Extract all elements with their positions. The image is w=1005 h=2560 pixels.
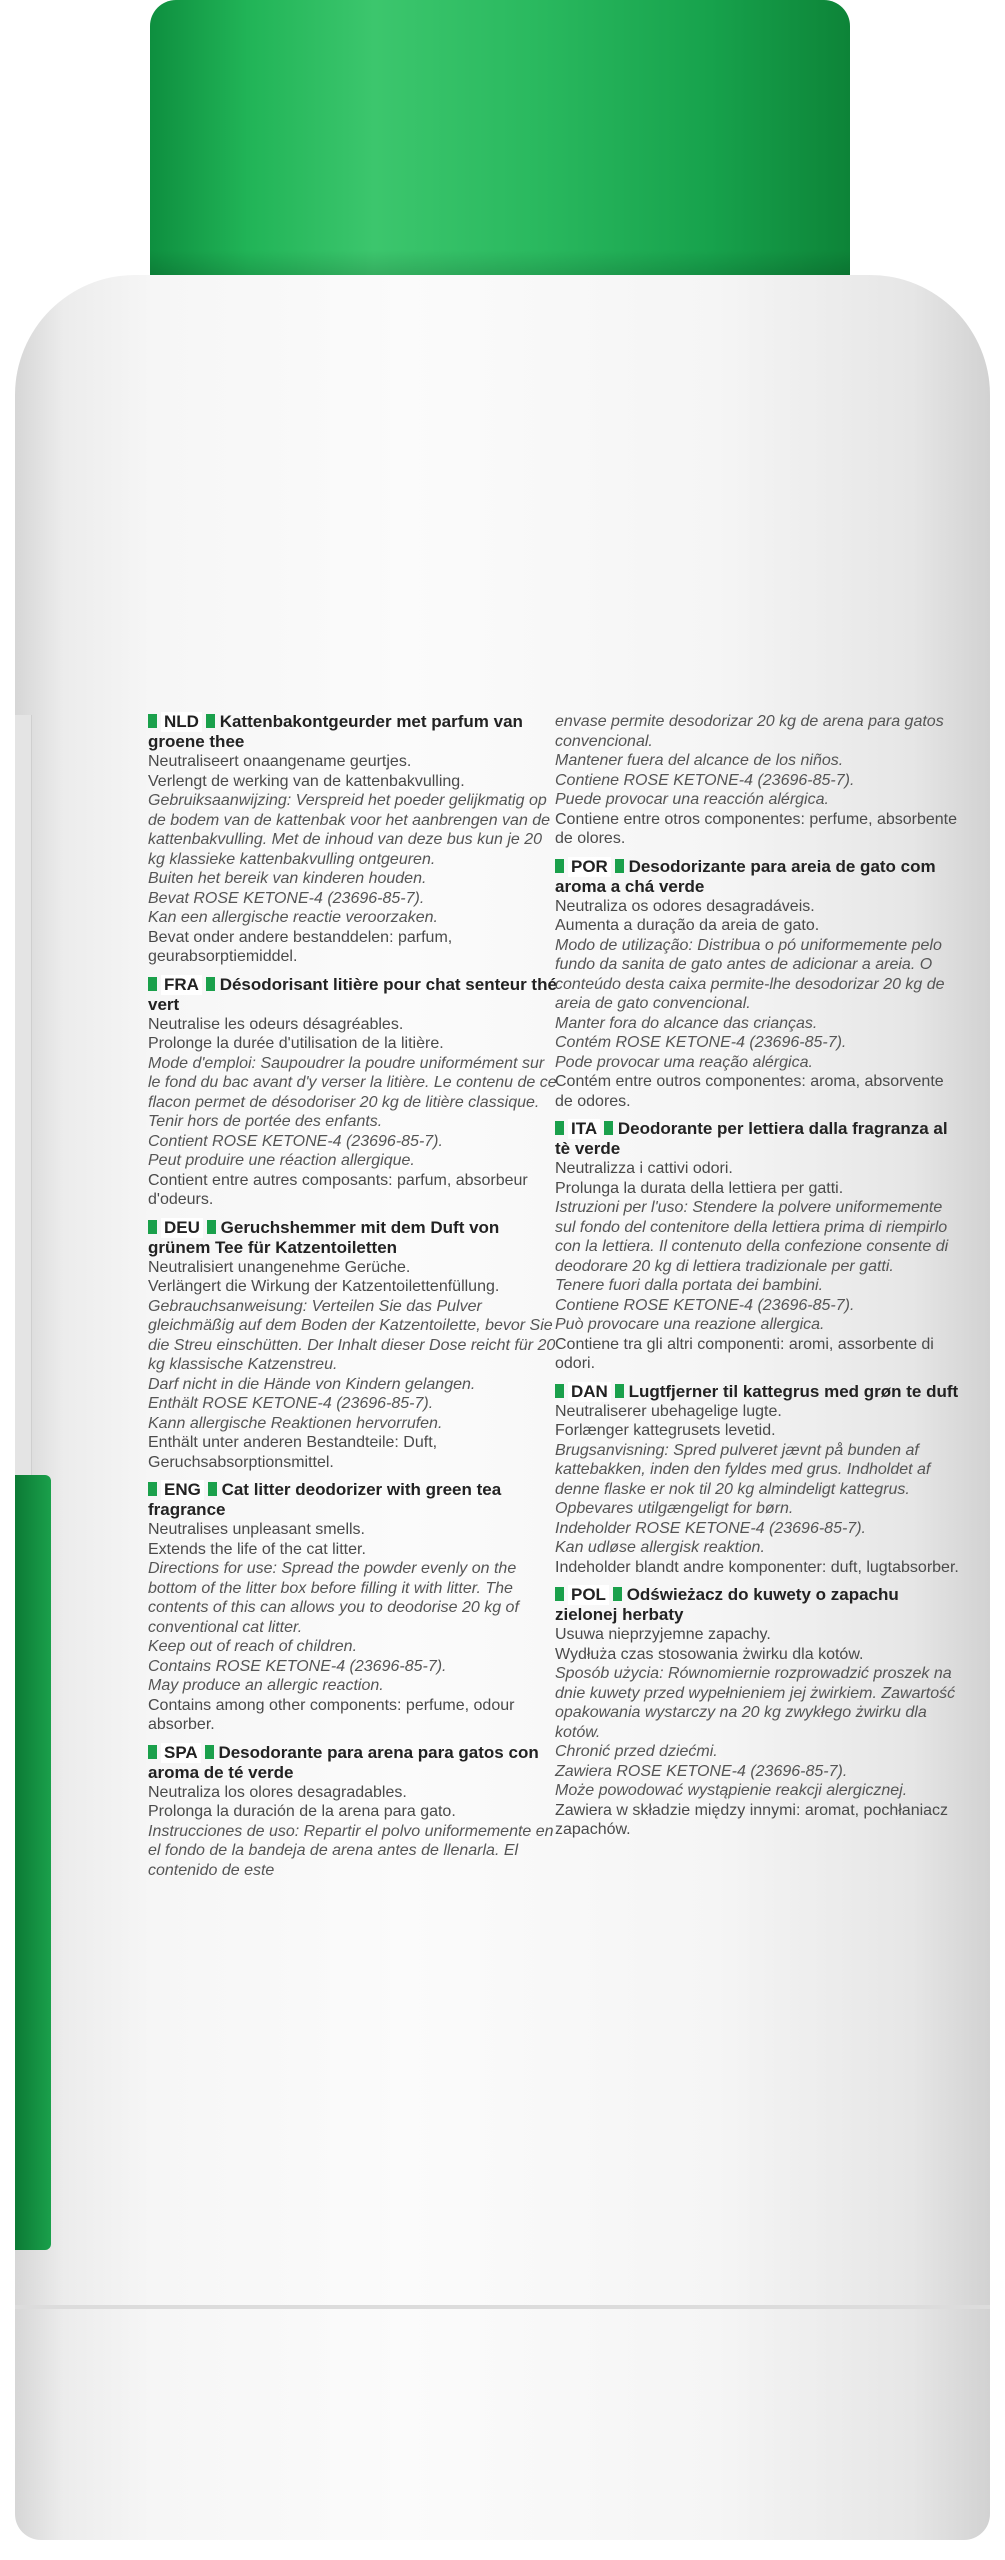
section-components: Contains among other components: perfume, odour absorber.	[148, 1696, 515, 1733]
section-usage: Instrucciones de uso: Repartir el polvo uniformemente en el fondo de la bandeja de arena antes de llenarla. El contenido de este	[148, 1822, 554, 1879]
language-code: SPA	[161, 1743, 201, 1763]
section-usage: Modo de utilização: Distribua o pó uniformemente pelo fundo da sanita de gato antes de adicionar a areia. O conteúdo desta caixa permite-lhe desodorizar 20 kg de areia de gato convencional.	[555, 936, 945, 1012]
section-nld	[148, 712, 558, 967]
section-title	[555, 857, 965, 897]
spacer	[555, 1111, 965, 1119]
section-warning: Tenere fuori dalla portata dei bambini. Contiene ROSE KETONE-4 (23696-85-7). Può provocare una reazione allergica.	[555, 1277, 855, 1333]
section-heading: Desodorante para arena para gatos con aroma de té verde	[148, 1742, 539, 1782]
section-usage: envase permite desodorizar 20 kg de arena para gatos convencional.	[555, 713, 944, 750]
language-code: ITA	[568, 1119, 600, 1139]
section-intro: Neutraliza os odores desagradáveis. Aumenta a duração da areia de gato.	[555, 897, 820, 934]
square-icon	[148, 1220, 157, 1234]
section-warning: Chronić przed dziećmi. Zawiera ROSE KETONE-4 (23696-85-7). Może powodować wystąpienie reakcji alergicznej.	[555, 1743, 908, 1799]
bottle-base-band	[15, 2305, 990, 2309]
spacer	[148, 1210, 558, 1218]
square-icon	[555, 859, 564, 873]
language-code: DEU	[161, 1218, 203, 1238]
section-usage: Sposób użycia: Równomiernie rozprowadzić proszek na dnie kuwety przed wypełnieniem jej żwirkiem. Zawartość opakowania wystarczy na 20 kg zwykłego żwirku dla kotów.	[555, 1665, 956, 1741]
section-warning: Mantener fuera del alcance de los niños. Contiene ROSE KETONE-4 (23696-85-7). Puede provocar una reacción alérgica.	[555, 752, 855, 808]
section-heading: Lugtfjerner til kattegrus med grøn te duft	[628, 1381, 959, 1401]
language-code: ENG	[161, 1480, 204, 1500]
section-deu	[148, 1218, 558, 1473]
language-code: DAN	[568, 1382, 611, 1402]
section-spa-cont	[555, 712, 965, 849]
section-components: Contient entre autres composants: parfum, absorbeur d'odeurs.	[148, 1171, 528, 1208]
section-spa	[148, 1743, 558, 1881]
square-icon	[207, 1220, 216, 1234]
section-heading: Kattenbakontgeurder met parfum van groene thee	[148, 712, 523, 751]
spacer	[555, 1374, 965, 1382]
spacer	[148, 967, 558, 975]
section-title	[148, 1743, 558, 1783]
section-usage: Directions for use: Spread the powder evenly on the bottom of the litter box before filling it with litter. The contents of this can allows you to deodorise 20 kg of conventional cat litter.	[148, 1560, 519, 1636]
section-warning: Darf nicht in die Hände von Kindern gelangen. Enthält ROSE KETONE-4 (23696-85-7). Kann allergische Reaktionen hervorrufen.	[148, 1375, 476, 1432]
language-code: FRA	[161, 975, 202, 995]
section-components: Contiene tra gli altri componenti: aromi, assorbente di odori.	[555, 1335, 934, 1372]
square-icon	[148, 714, 157, 728]
section-heading: Odświeżacz do kuwety o zapachu zielonej herbaty	[555, 1585, 899, 1624]
language-code: POR	[568, 857, 611, 877]
section-title	[148, 975, 558, 1015]
side-green-panel	[15, 1475, 51, 2250]
square-icon	[148, 977, 157, 991]
section-intro: Neutralisiert unangenehme Gerüche. Verlängert die Wirkung der Katzentoilettenfüllung.	[148, 1258, 500, 1295]
section-intro: Neutraliserer ubehagelige lugte. Forlænger kattegrusets levetid.	[555, 1402, 782, 1439]
section-title	[555, 1585, 965, 1625]
square-icon	[148, 1482, 157, 1496]
square-icon	[615, 1384, 624, 1398]
section-heading: Deodorante per lettiera dalla fragranza al tè verde	[555, 1119, 948, 1158]
section-intro: Neutraliseert onaangename geurtjes. Verlengt de werking van de kattenbakvulling.	[148, 753, 465, 790]
section-intro: Neutralise les odeurs désagréables. Prolonge la durée d'utilisation de la litière.	[148, 1015, 444, 1052]
spacer	[148, 1472, 558, 1480]
section-warning: Keep out of reach of children. Contains ROSE KETONE-4 (23696-85-7). May produce an allergic reaction.	[148, 1638, 447, 1694]
section-fra	[148, 975, 558, 1210]
label-column-right	[555, 712, 965, 1840]
square-icon	[206, 714, 215, 728]
section-heading: Desodorizante para areia de gato com aroma a chá verde	[555, 856, 936, 896]
section-heading: Cat litter deodorizer with green tea fragrance	[148, 1480, 502, 1519]
language-code: POL	[568, 1585, 609, 1605]
square-icon	[205, 1745, 214, 1759]
section-components: Zawiera w składzie między innymi: aromat, pochłaniacz zapachów.	[555, 1801, 949, 1838]
section-warning: Opbevares utilgængeligt for børn. Indeholder ROSE KETONE-4 (23696-85-7). Kan udløse allergisk reaktion.	[555, 1500, 866, 1556]
section-intro: Neutralises unpleasant smells. Extends the life of the cat litter.	[148, 1521, 366, 1558]
section-intro: Usuwa nieprzyjemne zapachy. Wydłuża czas stosowania żwirku dla kotów.	[555, 1626, 864, 1663]
section-components: Enthält unter anderen Bestandteile: Duft, Geruchsabsorptionsmittel.	[148, 1434, 438, 1471]
square-icon	[148, 1745, 157, 1759]
section-usage: Mode d'emploi: Saupoudrer la poudre uniformément sur le fond du bac avant d'y verser la litière. Le contenu de ce flacon permet de désodoriser 20 kg de litière classique.	[148, 1054, 557, 1111]
spacer	[148, 1735, 558, 1743]
section-usage: Gebrauchsanweisung: Verteilen Sie das Pulver gleichmäßig auf dem Boden der Katzentoilette, bevor Sie die Streu einschütten. Der Inhalt dieser Dose reicht für 20 kg klassische Katzenstreu.	[148, 1297, 556, 1373]
section-title	[148, 1218, 558, 1258]
section-components: Contiene entre otros componentes: perfume, absorbente de olores.	[555, 810, 958, 847]
section-usage: Brugsanvisning: Spred pulveret jævnt på bunden af kattebakken, inden den fyldes med grus. Indholdet af denne flaske er nok til 20 kg almindeligt kattegrus.	[555, 1441, 931, 1498]
section-dan	[555, 1382, 965, 1578]
section-title	[148, 1480, 558, 1520]
label-column-left	[148, 712, 558, 1880]
square-icon	[555, 1587, 564, 1601]
section-por	[555, 857, 965, 1112]
spacer	[555, 1577, 965, 1585]
section-warning: Tenir hors de portée des enfants. Contient ROSE KETONE-4 (23696-85-7). Peut produire une réaction allergique.	[148, 1113, 443, 1169]
square-icon	[206, 977, 215, 991]
section-components: Indeholder blandt andre komponenter: duft, lugtabsorber.	[555, 1558, 959, 1576]
square-icon	[555, 1121, 564, 1135]
section-heading: Désodorisant litière pour chat senteur thé vert	[148, 974, 557, 1014]
section-title	[555, 1119, 965, 1159]
language-code: NLD	[161, 712, 202, 732]
section-warning: Buiten het bereik van kinderen houden. Bevat ROSE KETONE-4 (23696-85-7). Kan een allergische reactie veroorzaken.	[148, 870, 438, 926]
section-usage: Gebruiksaanwijzing: Verspreid het poeder gelijkmatig op de bodem van de kattenbak voor het aanbrengen van de kattenbakvulling. Met de inhoud van deze bus kun je 20 kg klassieke kattenbakvulling ontgeuren.	[148, 792, 551, 868]
spacer	[555, 849, 965, 857]
section-components: Contém entre outros componentes: aroma, absorvente de odores.	[555, 1073, 944, 1110]
section-usage: Istruzioni per l'uso: Stendere la polvere uniformemente sul fondo del contenitore della lettiera prima di riempirlo con la lettiera. Il contenuto della confezione consente di deodorare 20 kg di lettiera tradizionale per gatti.	[555, 1199, 949, 1275]
section-components: Bevat onder andere bestanddelen: parfum, geurabsorptiemiddel.	[148, 928, 453, 965]
section-intro: Neutralizza i cattivi odori. Prolunga la durata della lettiera per gatti.	[555, 1160, 844, 1197]
section-title	[148, 712, 558, 752]
section-eng	[148, 1480, 558, 1735]
section-ita	[555, 1119, 965, 1374]
section-intro: Neutraliza los olores desagradables. Prolonga la duración de la arena para gato.	[148, 1783, 456, 1820]
square-icon	[615, 859, 624, 873]
square-icon	[555, 1384, 564, 1398]
square-icon	[208, 1482, 217, 1496]
square-icon	[613, 1587, 622, 1601]
section-heading: Geruchshemmer mit dem Duft von grünem Tee für Katzentoiletten	[148, 1217, 500, 1257]
section-title	[555, 1382, 965, 1402]
square-icon	[604, 1121, 613, 1135]
section-pol	[555, 1585, 965, 1840]
section-warning: Manter fora do alcance das crianças. Contém ROSE KETONE-4 (23696-85-7). Pode provocar uma reação alérgica.	[555, 1014, 847, 1071]
